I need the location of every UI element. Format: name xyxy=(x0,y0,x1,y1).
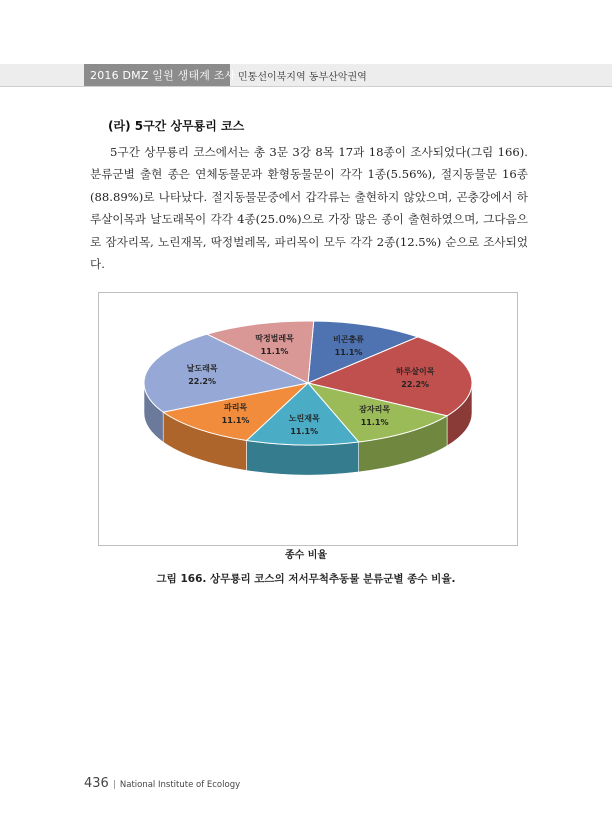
pie-slice-6-value: 22.2% xyxy=(188,377,217,387)
page-footer xyxy=(84,772,240,791)
pie-slice-4-category: 노린재목 xyxy=(288,413,320,423)
section-title: 민통선이북지역 동부산악권역 xyxy=(238,72,367,83)
pie-slice-3-value: 11.1% xyxy=(360,418,389,428)
footer-separator: | xyxy=(112,780,116,790)
pie-slice-2-value: 22.2% xyxy=(401,380,430,390)
pie-slice-7-label xyxy=(255,332,294,358)
page-number: 436 xyxy=(84,776,109,791)
pie-slice-4-label xyxy=(289,412,320,438)
pie-slice-6-label xyxy=(187,362,218,388)
pie-slice-3-category: 잠자리목 xyxy=(359,405,391,415)
pie-slice-4-side xyxy=(247,440,359,475)
pie-slice-2-category: 하루살이목 xyxy=(395,367,435,377)
chart-title: 종수 비율 xyxy=(284,550,328,561)
pie-slice-3-label xyxy=(359,403,390,429)
section-heading: (라) 5구간 상무룡리 코스 xyxy=(108,119,245,133)
pie-slice-7-category: 딱정벌레목 xyxy=(255,334,294,344)
pie-slice-6-category: 날도래목 xyxy=(186,364,218,374)
body-paragraph: 5구간 상무룡리 코스에서는 총 3문 3강 8목 17과 18종이 조사되었다(그림 166). 분류군별 출현 종은 연체동물문과 환형동물문이 각각 1종(5.56%), 절지동물문 16종(88.89%)로 나타났다. 절지동물문중에서 갑각류는 출현하지 않았으며, 곤충강에서 하루살이목과 날도래목이 각각 4종(25.0%)으로 가장 많은 종이 출현하였으며, 그다음으로 잠자리목, 노린재목, 딱정벌레목, 파리목이 모두 각각 2종(12.5%) 순으로 조사되었다. xyxy=(90,145,528,272)
pie-slice-5-category: 파리목 xyxy=(223,403,248,413)
figure-caption: 그림 166. 상무룡리 코스의 저서무척추동물 분류군별 종수 비율. xyxy=(156,573,456,585)
pie-chart-figure xyxy=(98,292,518,546)
pie-slice-5-label xyxy=(222,401,250,427)
institution-name: National Institute of Ecology xyxy=(119,780,241,790)
pie-slice-7-value: 11.1% xyxy=(260,347,289,357)
pie-slice-1-value: 11.1% xyxy=(334,348,363,358)
pie-slice-1-label xyxy=(333,333,364,359)
pie-slice-5-value: 11.1% xyxy=(221,416,250,426)
report-title: 2016 DMZ 일원 생태계 조사 xyxy=(90,69,236,82)
pie-slice-4-value: 11.1% xyxy=(290,426,319,436)
pie-slice-2-label xyxy=(396,365,435,391)
pie-slice-1-category: 비곤충류 xyxy=(333,335,365,345)
